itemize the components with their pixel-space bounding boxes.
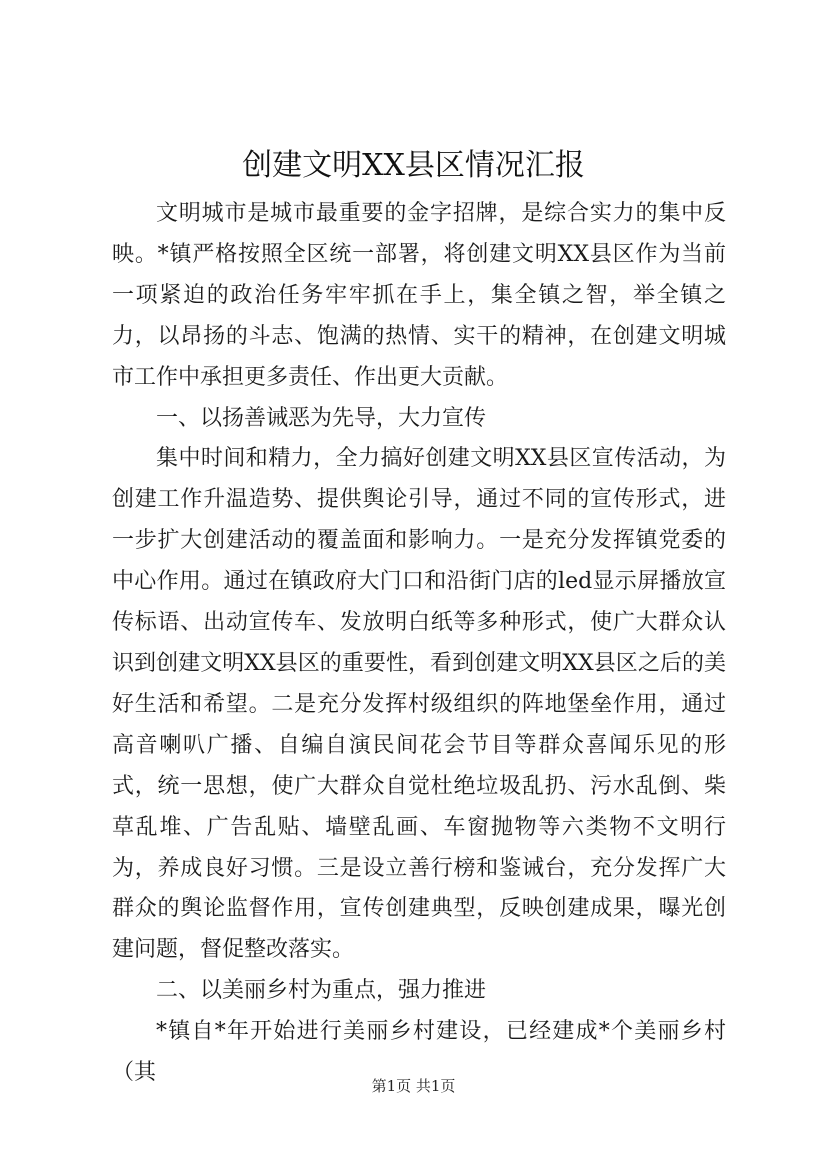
paragraph-beautiful-village: *镇自*年开始进行美丽乡村建设，已经建成*个美丽乡村（其 xyxy=(112,1019,726,1086)
document-body xyxy=(112,194,726,1094)
paragraph-intro: 文明城市是城市最重要的金字招牌，是综合实力的集中反映。*镇严格按照全区统一部署，将创建文明XX县区作为当前一项紧迫的政治任务牢牢抓在手上，集全镇之智，举全镇之力，以昂扬的斗志、饱满的热情、实干的精神，在创建文明城市工作中承担更多责任、作出更大贡献。 xyxy=(112,201,726,390)
section-heading-2: 二、以美丽乡村为重点，强力推进 xyxy=(156,978,487,1004)
paragraph-publicity: 集中时间和精力，全力搞好创建文明XX县区宣传活动，为创建工作升温造势、提供舆论引导，通过不同的宣传形式，进一步扩大创建活动的覆盖面和影响力。一是充分发挥镇党委的中心作用。通过在镇政府大门口和沿街门店的led显示屏播放宣传标语、出动宣传车、发放明白纸等多种形式，使广大群众认识到创建文明XX县区的重要性，看到创建文明XX县区之后的美好生活和希望。二是充分发挥村级组织的阵地堡垒作用，通过高音喇叭广播、自编自演民间花会节目等群众喜闻乐见的形式，统一思想，使广大群众自觉杜绝垃圾乱扔、污水乱倒、柴草乱堆、广告乱贴、墙壁乱画、车窗抛物等六类物不文明行为，养成良好习惯。三是设立善行榜和鉴诫台，充分发挥广大群众的舆论监督作用，宣传创建典型，反映创建成果，曝光创建问题，督促整改落实。 xyxy=(112,446,726,963)
page-footer: 第1页 共1页 xyxy=(371,1077,456,1095)
section-heading-1: 一、以扬善诫恶为先导，大力宣传 xyxy=(156,405,487,431)
document-title: 创建文明XX县区情况汇报 xyxy=(242,148,585,183)
